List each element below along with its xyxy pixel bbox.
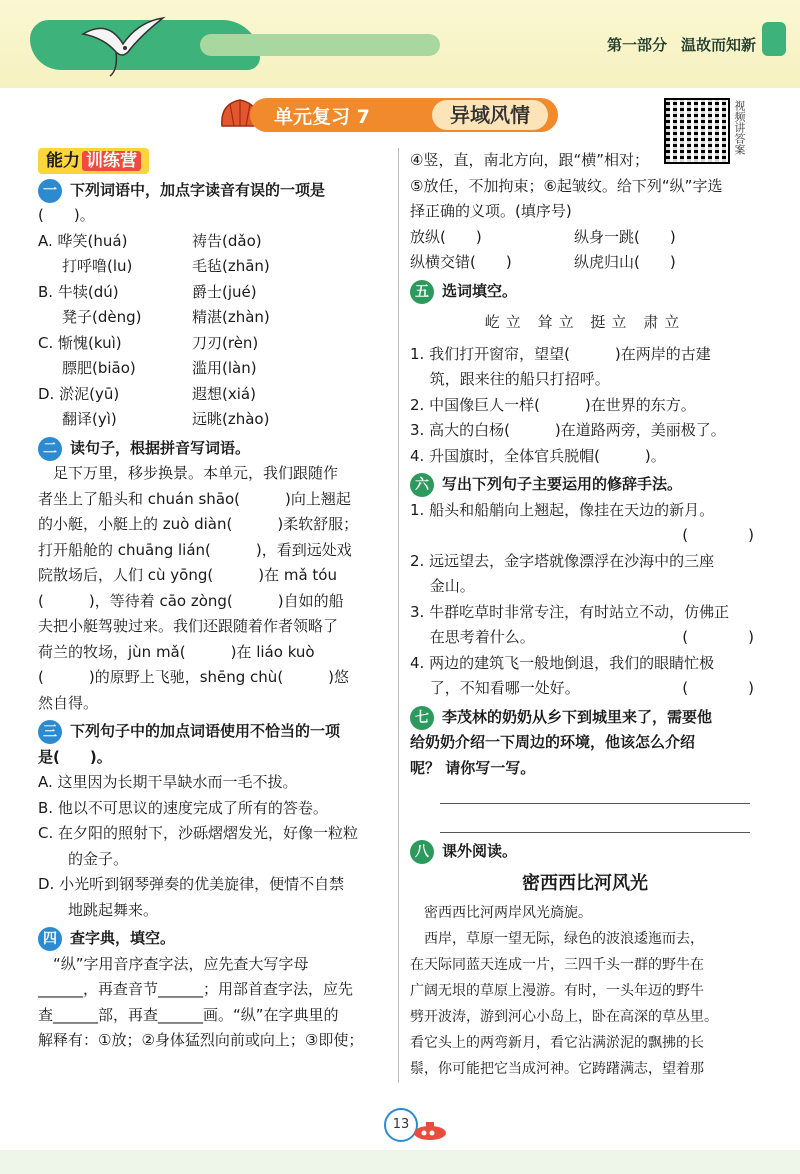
part-number: 第一部分 xyxy=(606,36,667,54)
sentence-text: 了，不知看哪一处好。 xyxy=(410,679,580,697)
unit-pill xyxy=(250,98,558,132)
text-line: 择正确的义项。(填序号) xyxy=(410,202,572,220)
header-wave-decoration-2 xyxy=(200,34,440,56)
word-choice: 屹立 xyxy=(484,313,527,331)
column-divider xyxy=(398,148,399,1083)
reading-line: 在天际同蓝天连成一片，三四千头一群的野牛在 xyxy=(410,957,704,973)
fill-item[interactable]: 纵虎归山( ) xyxy=(574,253,676,271)
reading-line: 看它头上的两弯新月，看它沾满淤泥的飘拂的长 xyxy=(410,1035,704,1051)
sentence-text: 在思考着什么。 xyxy=(410,628,535,646)
option-word: 毛毡(zhān) xyxy=(192,257,270,275)
sentence-item: 4. 两边的建筑飞一般地倒退，我们的眼睛忙极 xyxy=(410,653,715,672)
text-line: ④竖，直，南北方向，跟“横”相对； xyxy=(410,151,649,169)
fill-item[interactable]: 2. 中国像巨人一样( )在世界的东方。 xyxy=(410,395,696,414)
fill-item-cont: 筑，跟来往的船只打招呼。 xyxy=(410,370,610,388)
option-c-cont: 的金子。 xyxy=(38,849,129,868)
option-word: 打呼噜(lu) xyxy=(62,257,133,275)
reading-passage xyxy=(410,900,760,1082)
part-label xyxy=(593,34,756,55)
option-word: 惭愧(kuì) xyxy=(58,333,122,352)
question-8-header xyxy=(410,839,760,865)
fill-item[interactable]: 纵身一跳( ) xyxy=(574,227,676,246)
question-3-title: 下列句子中的加点词语使用不恰当的一项 xyxy=(70,722,341,740)
sentence-item: 3. 牛群吃草时非常专注，有时站立不动，仿佛正 xyxy=(410,602,730,621)
question-number: 三 xyxy=(38,720,62,744)
section-badge xyxy=(38,148,149,174)
option-label: C. xyxy=(38,333,54,352)
part-title: 温故而知新 xyxy=(680,36,756,54)
unit-title xyxy=(218,96,560,134)
question-4-title: 查字典，填空。 xyxy=(70,929,176,947)
question-6-title: 写出下列句子主要运用的修辞手法。 xyxy=(442,475,683,493)
text-line[interactable]: ( )，等待着 cāo zòng( )自如的船 xyxy=(38,591,344,610)
text-line[interactable]: ______，再查音节______；用部首查字法，应先 xyxy=(38,980,354,998)
question-7-header xyxy=(410,705,760,731)
question-3-blank[interactable]: 是( )。 xyxy=(38,747,112,766)
sentence-item: 2. 远远望去，金字塔就像漂浮在沙海中的三座 xyxy=(410,551,715,570)
question-number: 六 xyxy=(410,473,434,497)
question-number: 五 xyxy=(410,280,434,304)
section-badge-main: 能力 xyxy=(46,151,80,171)
option-word: 滥用(làn) xyxy=(192,359,257,377)
page-header xyxy=(0,0,800,88)
question-3-header xyxy=(38,719,388,745)
question-4-items xyxy=(410,225,760,276)
text-line[interactable]: 的小艇，小艇上的 zuò diàn( )柔软舒服； xyxy=(38,515,359,533)
option-c[interactable] xyxy=(38,331,388,382)
question-number: 四 xyxy=(38,927,62,951)
option-word: 牛犊(dú) xyxy=(57,282,119,301)
text-line: 夫把小艇驾驶过来。我们还跟随着作者领略了 xyxy=(38,617,339,635)
footer-decoration xyxy=(0,1150,800,1174)
word-choice: 肃立 xyxy=(643,313,686,331)
fill-item[interactable]: 放纵( ) xyxy=(410,227,482,246)
option-a[interactable]: A. 这里因为长期干旱缺水而一毛不拔。 xyxy=(38,773,298,791)
sentence-item-cont xyxy=(410,574,760,600)
writing-line[interactable] xyxy=(440,810,750,833)
option-word: 爵士(jué) xyxy=(192,282,257,301)
text-line: 然自得。 xyxy=(38,693,99,712)
reading-title: 密西西比河风光 xyxy=(522,872,648,894)
option-d[interactable] xyxy=(38,382,388,433)
word-choice: 挺立 xyxy=(590,313,633,331)
qr-caption: 视频讲答案 xyxy=(733,100,746,155)
option-b[interactable]: B. 他以不可思议的速度完成了所有的答卷。 xyxy=(38,798,328,817)
answer-blank[interactable]: ( ) xyxy=(682,628,754,646)
option-word: 淤泥(yū) xyxy=(59,384,120,403)
option-word: 精湛(zhàn) xyxy=(192,308,270,326)
reading-line: 劈开波涛，游到河心小岛上，卧在高深的草丛里。 xyxy=(410,1009,718,1025)
reading-line: 密西西比河两岸风光旖旎。 xyxy=(410,905,592,921)
question-7-line-2: 给奶奶介绍一下周边的环境，他该怎么介绍 xyxy=(410,733,696,751)
question-8-title: 课外阅读。 xyxy=(442,842,518,860)
text-line: ⑤放任，不加拘束；⑥起皱纹。给下列“纵”字选 xyxy=(410,176,723,195)
sentence-item-cont xyxy=(410,676,760,702)
option-label: A. xyxy=(38,231,53,250)
fill-item[interactable]: 纵横交错( ) xyxy=(410,253,512,271)
page-number: 13 xyxy=(384,1108,418,1142)
text-line[interactable]: ( )的原野上飞驰，shēng chù( )悠 xyxy=(38,668,350,686)
option-d[interactable]: D. 小光听到钢琴弹奏的优美旋律，便情不自禁 xyxy=(38,875,345,893)
question-3-options xyxy=(38,770,388,923)
option-word: 远眺(zhào) xyxy=(192,410,270,428)
option-word: 翻译(yì) xyxy=(62,410,117,428)
text-line: 足下万里，移步换景。本单元，我们跟随作 xyxy=(38,464,339,482)
reading-line: 西岸，草原一望无际，绿色的波浪逶迤而去， xyxy=(410,931,704,947)
unit-label: 单元复习 7 xyxy=(274,105,370,128)
submarine-icon xyxy=(410,1118,450,1142)
sentence-text: 金山。 xyxy=(410,577,475,595)
question-1-blank[interactable]: ( )。 xyxy=(38,206,95,224)
text-line[interactable]: 院散场后，人们 cù yōng( )在 mǎ tóu xyxy=(38,566,337,584)
option-word: 祷告(dǎo) xyxy=(192,231,262,250)
text-line[interactable]: 者坐上了船头和 chuán shāo( )向上翘起 xyxy=(38,489,351,508)
question-1-header xyxy=(38,178,388,204)
option-d-cont: 地跳起舞来。 xyxy=(38,900,159,919)
reading-line: 鬃，你可能把它当成河神。它踌躇满志，望着那 xyxy=(410,1061,704,1077)
answer-blank[interactable]: ( ) xyxy=(682,679,754,697)
question-4-body xyxy=(38,952,388,1054)
unit-name: 异域风情 xyxy=(432,100,548,130)
section-badge-highlight: 训练营 xyxy=(82,151,141,171)
option-word: 刀刃(rèn) xyxy=(192,333,259,352)
question-2-title: 读句子，根据拼音写词语。 xyxy=(70,438,251,457)
word-choices xyxy=(410,310,760,336)
corner-decoration xyxy=(762,22,786,56)
fill-item[interactable]: 3. 高大的白杨( )在道路两旁，美丽极了。 xyxy=(410,421,726,439)
right-column xyxy=(410,148,760,1082)
option-c[interactable]: C. 在夕阳的照射下，沙砾熠熠发光，好像一粒粒 xyxy=(38,824,359,842)
question-1-options xyxy=(38,229,388,433)
question-number: 八 xyxy=(410,840,434,864)
option-label: D. xyxy=(38,384,55,403)
word-choice: 耸立 xyxy=(537,313,580,331)
question-2-header xyxy=(38,436,388,462)
question-7-line-3: 呢？ 请你写一写。 xyxy=(410,758,536,777)
option-label: B. xyxy=(38,282,54,301)
option-a[interactable] xyxy=(38,229,388,280)
option-word: 哗笑(huá) xyxy=(57,231,128,250)
text-line[interactable]: 查______部，再查______画。“纵”在字典里的 xyxy=(38,1005,339,1024)
question-5-title: 选词填空。 xyxy=(442,281,518,300)
text-line: 解释有：①放；②身体猛烈向前或向上；③即使； xyxy=(38,1031,364,1049)
question-6-header xyxy=(410,472,760,498)
text-line[interactable]: 荷兰的牧场，jùn mǎ( )在 liáo kuò xyxy=(38,642,315,661)
option-word: 遐想(xiá) xyxy=(192,384,256,403)
option-word: 凳子(dèng) xyxy=(62,308,142,326)
option-b[interactable] xyxy=(38,280,388,331)
left-column xyxy=(38,148,388,1054)
sentence-item-cont xyxy=(410,625,760,651)
question-2-body xyxy=(38,461,388,716)
fill-item[interactable]: 4. 升国旗时，全体官兵脱帽( )。 xyxy=(410,446,666,465)
reading-line: 广阔无垠的草原上漫游。有时，一头年迈的野牛 xyxy=(410,983,704,999)
fill-item[interactable]: 1. 我们打开窗帘，望望( )在两岸的古建 xyxy=(410,344,711,363)
answer-blank[interactable]: ( ) xyxy=(682,526,754,544)
writing-line[interactable] xyxy=(440,781,750,804)
option-word: 膘肥(biāo) xyxy=(62,359,136,377)
question-number: 一 xyxy=(38,179,62,203)
question-4-header xyxy=(38,926,388,952)
text-line[interactable]: 打开船舱的 chuāng lián( )，看到远处戏 xyxy=(38,540,352,559)
question-number: 二 xyxy=(38,437,62,461)
question-1-title: 下列词语中，加点字读音有误的一项是 xyxy=(70,180,326,199)
question-7-line-1: 李茂林的奶奶从乡下到城里来了，需要他 xyxy=(442,707,713,726)
text-line: “纵”字用音序查字法，应先查大写字母 xyxy=(38,954,309,973)
sentence-item: 1. 船头和船艄向上翘起，像挂在天边的新月。 xyxy=(410,500,715,519)
question-number: 七 xyxy=(410,706,434,730)
seagull-icon xyxy=(78,14,168,84)
question-5-header xyxy=(410,279,760,305)
